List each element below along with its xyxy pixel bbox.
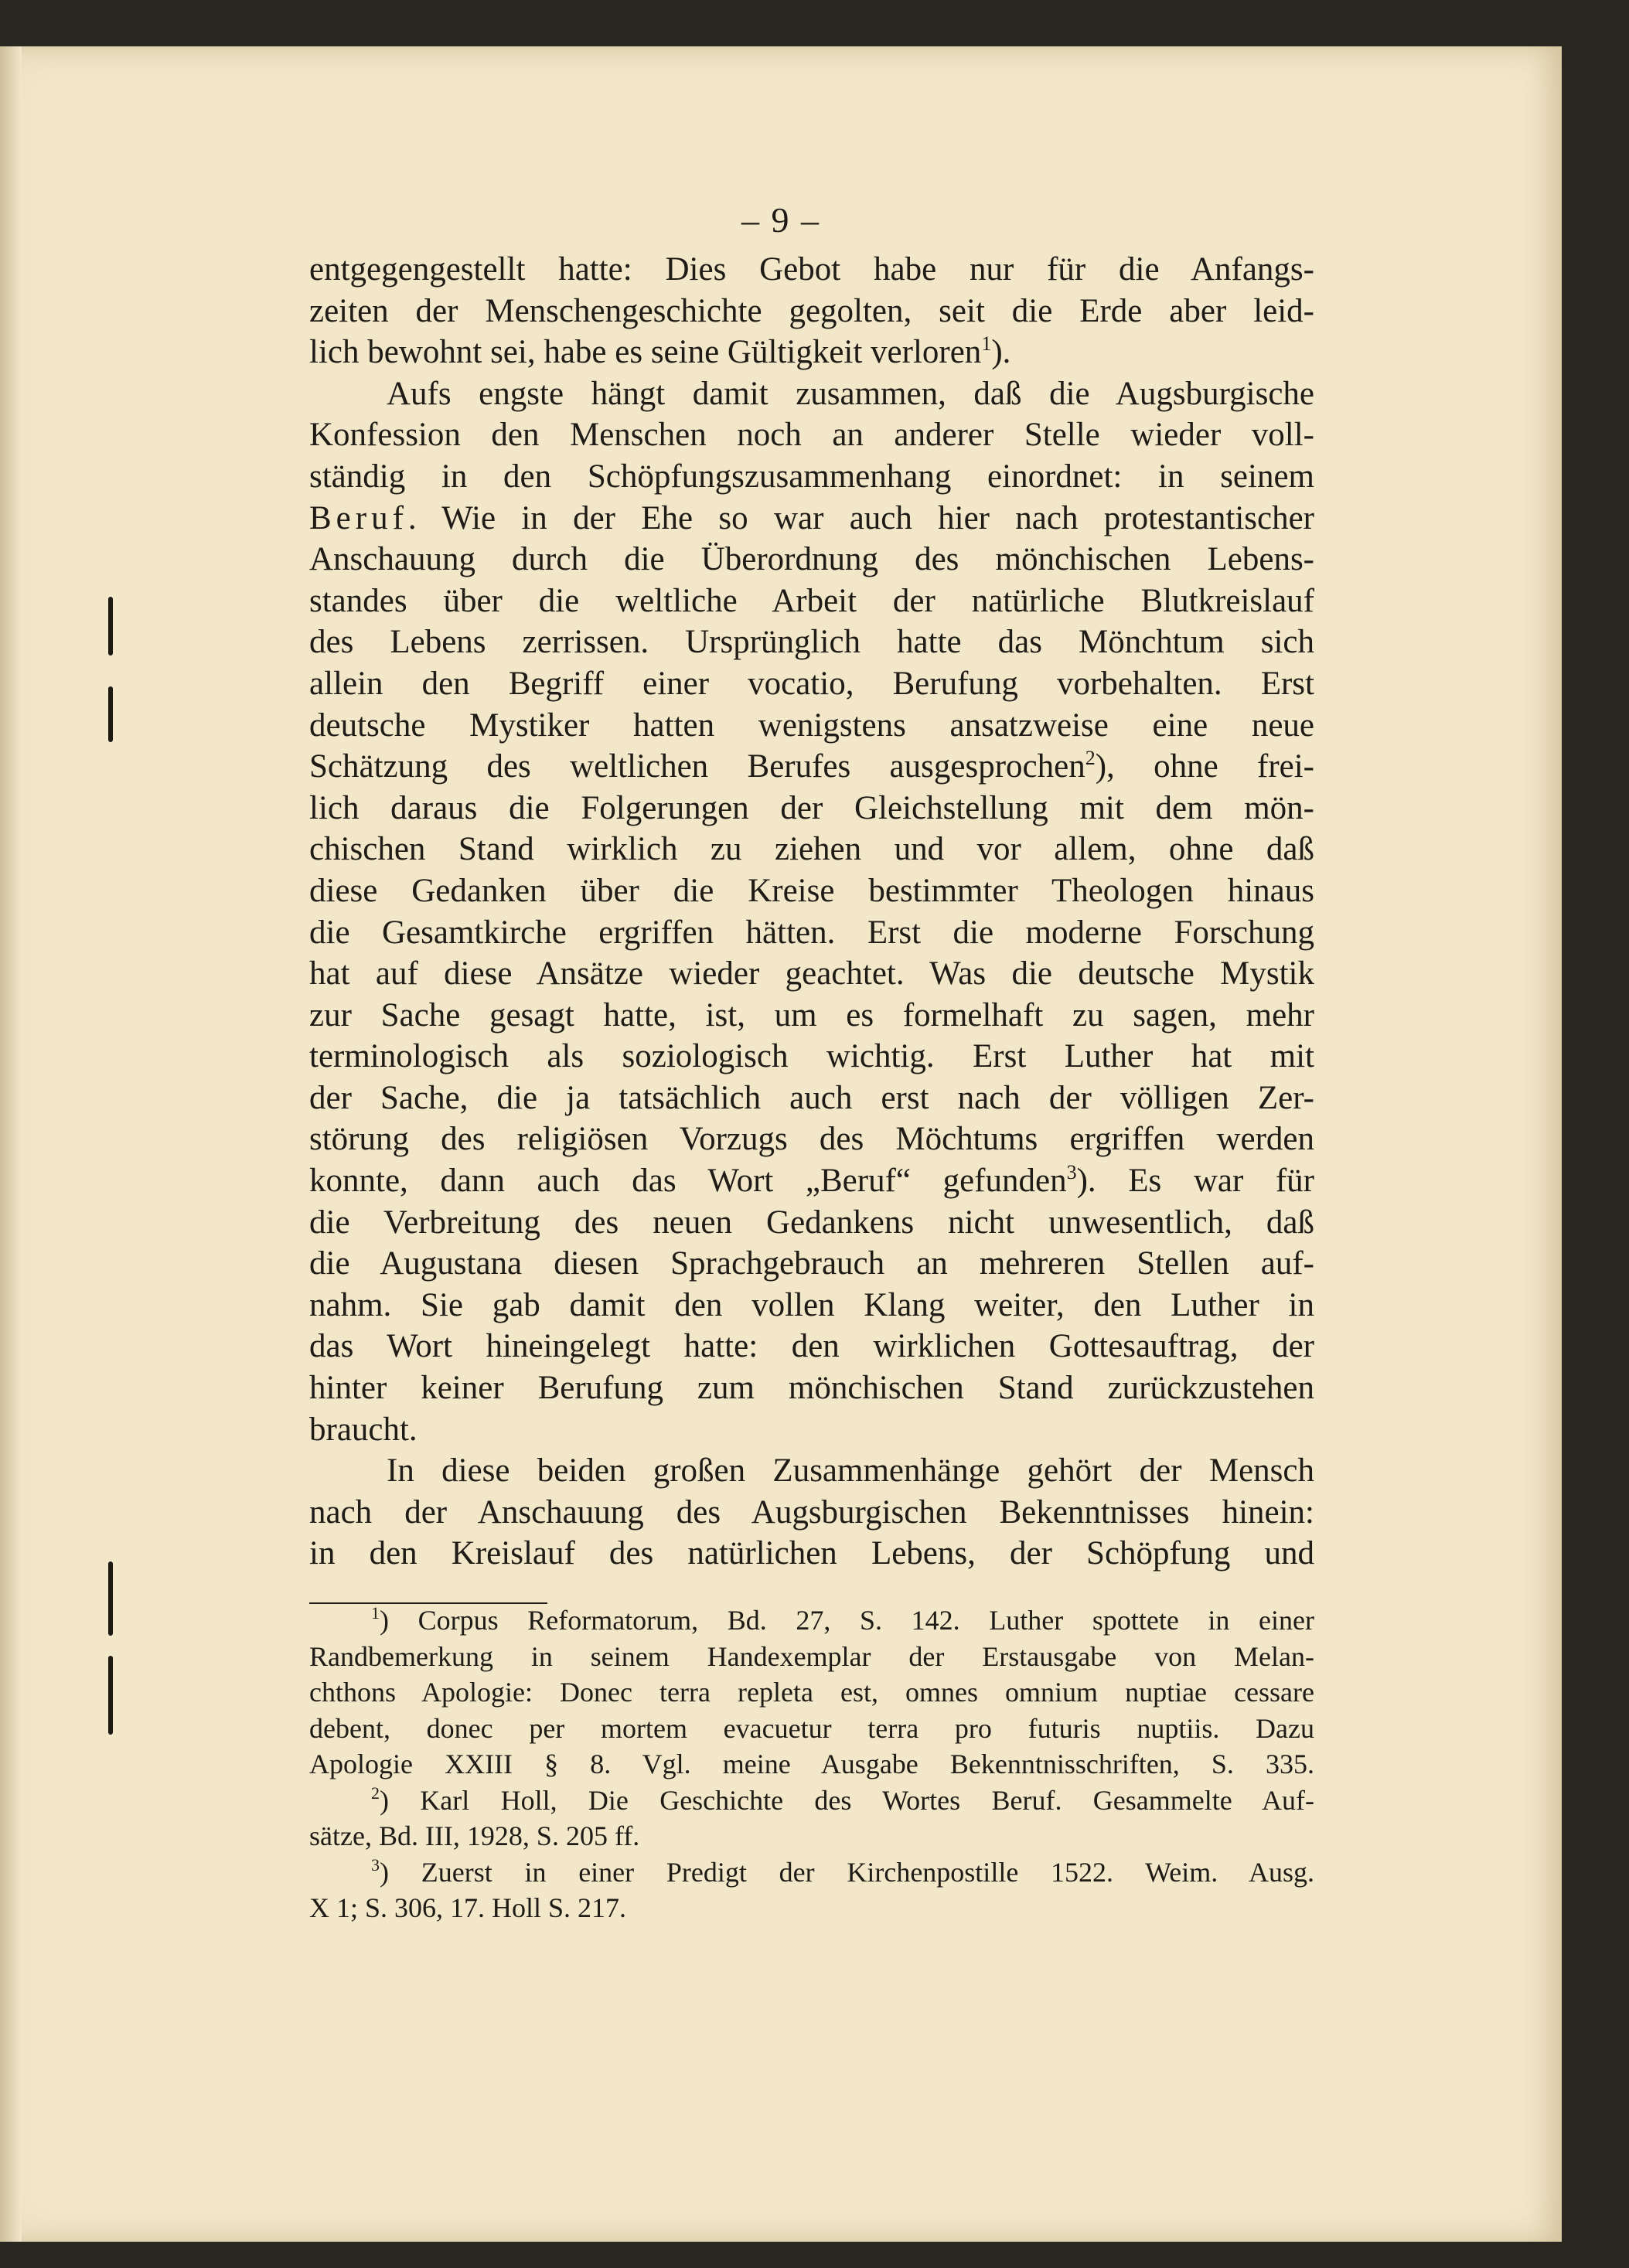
text-line: Konfession den Menschen noch an anderer Stelle wieder voll-	[309, 417, 1314, 454]
text-line: chischen Stand wirklich zu ziehen und vor allem, ohne daß	[309, 831, 1314, 868]
page-number: – 9 –	[741, 200, 820, 240]
text-line: Aufs engste hängt damit zusammen, daß die Augsburgische	[387, 375, 1314, 412]
text-line: hinter keiner Berufung zum mönchischen Stand zurückzustehen	[309, 1370, 1314, 1407]
text-line: konnte, dann auch das Wort „Beruf“ gefunden$^3$). Es war für	[309, 1161, 1314, 1200]
text-line: die Augustana diesen Sprachgebrauch an mehreren Stellen auf-	[309, 1245, 1314, 1282]
text-line: das Wort hineingelegt hatte: den wirklichen Gottesauftrag, der	[309, 1328, 1314, 1365]
footnote-ref: 3	[1066, 1161, 1077, 1184]
text-line: Anschauung durch die Überordnung des mönchischen Lebens-	[309, 541, 1314, 578]
footnote-ref: 2	[1085, 747, 1096, 770]
text-line: zur Sache gesagt hatte, ist, um es formelhaft zu sagen, mehr	[309, 996, 1314, 1034]
footnote-marker: 2	[371, 1783, 380, 1803]
footnote-line: debent, donec per mortem evacuetur terra pro futuris nuptiis. Dazu	[309, 1712, 1314, 1744]
text-line: ständig in den Schöpfungszusammenhang einordnet: in seinem	[309, 458, 1314, 495]
emphasized-word: Beruf	[309, 499, 408, 536]
body-text	[309, 249, 1314, 1575]
text-line: störung des religiösen Vorzugs des Möchtums ergriffen werden	[309, 1121, 1314, 1158]
text-line: die Gesamtkirche ergriffen hätten. Erst die moderne Forschung	[309, 914, 1314, 951]
text-line: Beruf. Wie in der Ehe so war auch hier nach protestantischer	[309, 499, 1314, 536]
text-line: lich bewohnt sei, habe es seine Gültigkeit verloren$^1$).	[309, 332, 1011, 371]
footnote-line: $^1$) Corpus Reformatorum, Bd. 27, S. 142. Luther spottete in einer	[371, 1603, 1314, 1636]
footnotes	[309, 1602, 1314, 1926]
margin-mark	[108, 597, 113, 656]
footnote-line: sätze, Bd. III, 1928, S. 205 ff.	[309, 1820, 640, 1851]
footnote-line: $^3$) Zuerst in einer Predigt der Kirchenpostille 1522. Weim. Ausg.	[371, 1854, 1314, 1888]
text-line: deutsche Mystiker hatten wenigstens ansatzweise eine neue	[309, 707, 1314, 744]
page-gutter	[0, 46, 22, 2242]
text-line: der Sache, die ja tatsächlich auch erst nach der völligen Zer-	[309, 1079, 1314, 1116]
text-line: diese Gedanken über die Kreise bestimmter Theologen hinaus	[309, 872, 1314, 909]
text-line: nach der Anschauung des Augsburgischen Bekenntnisses hinein:	[309, 1493, 1314, 1531]
margin-mark	[108, 686, 113, 742]
footnote-line: Apologie XXIII § 8. Vgl. meine Ausgabe Bekenntnisschriften, S. 335.	[309, 1749, 1314, 1779]
footnote-marker: 1	[371, 1603, 380, 1623]
footnote-line: $^2$) Karl Holl, Die Geschichte des Wortes Beruf. Gesammelte Auf-	[371, 1783, 1314, 1816]
text-line: braucht.	[309, 1411, 417, 1448]
footnote-line: X 1; S. 306, 17. Holl S. 217.	[309, 1892, 627, 1923]
text-line: allein den Begriff einer vocatio, Berufung vorbehalten. Erst	[309, 665, 1314, 702]
text-line: des Lebens zerrissen. Ursprünglich hatte das Mönchtum sich	[309, 624, 1314, 661]
text-line: hat auf diese Ansätze wieder geachtet. Was die deutsche Mystik	[309, 955, 1314, 993]
footnote-ref: 1	[981, 332, 992, 356]
footnote-line: Randbemerkung in seinem Handexemplar der Erstausgabe von Melan-	[309, 1640, 1314, 1672]
text-line: in den Kreislauf des natürlichen Lebens, der Schöpfung und	[309, 1535, 1314, 1572]
margin-mark	[108, 1656, 113, 1735]
text-line: Schätzung des weltlichen Berufes ausgesprochen$^2$), ohne frei-	[309, 747, 1314, 785]
text-line: die Verbreitung des neuen Gedankens nicht unwesentlich, daß	[309, 1204, 1314, 1241]
margin-mark	[108, 1561, 113, 1636]
text-line: lich daraus die Folgerungen der Gleichstellung mit dem mön-	[309, 789, 1314, 826]
footnote-line: chthons Apologie: Donec terra repleta est, omnes omnium nuptiae cessare	[309, 1677, 1314, 1708]
footnote-marker: 3	[371, 1854, 380, 1875]
text-line: entgegengestellt hatte: Dies Gebot habe nur für die Anfangs-	[309, 251, 1314, 288]
text-line: terminologisch als soziologisch wichtig. Erst Luther hat mit	[309, 1038, 1314, 1075]
text-line: In diese beiden großen Zusammenhänge gehört der Mensch	[387, 1452, 1314, 1490]
text-line: standes über die weltliche Arbeit der natürliche Blutkreislauf	[309, 582, 1314, 619]
text-line: nahm. Sie gab damit den vollen Klang weiter, den Luther in	[309, 1286, 1314, 1323]
text-line: zeiten der Menschengeschichte gegolten, seit die Erde aber leid-	[309, 292, 1314, 329]
